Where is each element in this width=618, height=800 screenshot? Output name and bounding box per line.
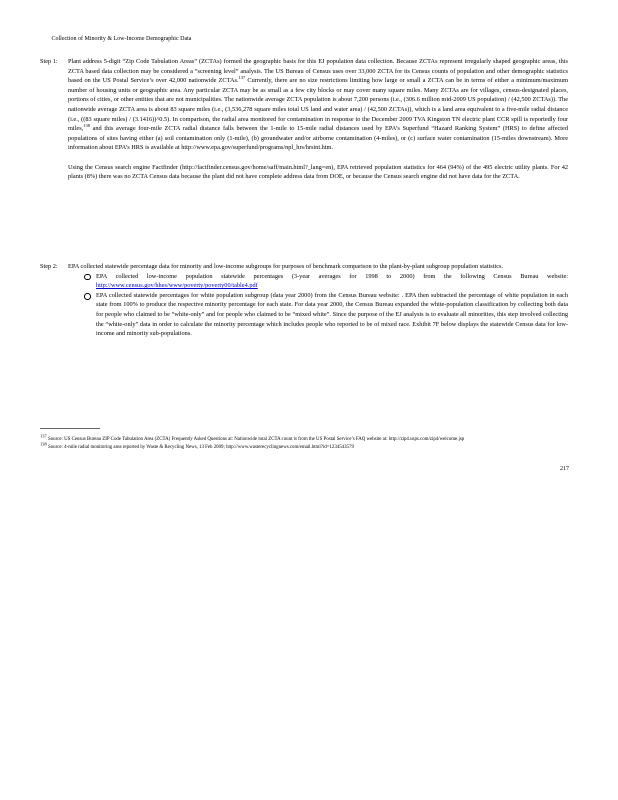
census-poverty-link[interactable]: http://www.census.gov/hhes/www/poverty/poverty00/table4.pdf xyxy=(96,282,258,290)
page-number: 217 xyxy=(560,466,569,472)
footnote-ref-138[interactable]: 138 xyxy=(83,123,90,129)
step-2-body xyxy=(68,262,568,339)
step-1-paragraph-2: Using the Census search engine Factfinder (http://factfinder.census.gov/home/saff/main.html?_lang=en), EPA retrieved population statistics for 464 (94%) of the 495 electric utility plants. For 42 plants (8%) there was no ZCTA Census data because the plant did not have complete address data from DOE, or because the Census search engine did not have data for the ZCTA. xyxy=(68,163,568,181)
step-1-text-b: Currently, there are no size restrictions limiting how large or small a ZCTA can be in terms of either a minimum/maximum number of housing units or geographic area. Any particular ZCTA may be as small as a few city blocks or may cover many square miles. Many ZCTAs are for villages, census-designated places, portions of cities, or other entities that are not municipalities. The nationwide average ZCTA population is about 7,200 persons (i.e., (306.6 million mid-2009 US population) / (42,500 ZCTAs)). The nationwide average ZCTA area is about 83 square miles (i.e., (3,536,278 square miles total US land and water area) / (42,500 ZCTAs)), which is a land area equivalent to a five-mile radial distance (i.e., ((83 square miles) / (3.1416))^0.5). In comparison, the radial area monitored for contamination in response to the December 2009 TVA Kingston TN electric plant CCR spill is reportedly four miles, xyxy=(68,77,568,133)
list-item-text: EPA collected low-income population statewide percentages (3-year averages for 1998 to 2000) from the following Census Bureau website: xyxy=(96,272,568,280)
list-item-text: EPA collected statewide percentages for white population subgroup (data year 2000) from the Census Bureau website: . EPA then subtracted the percentage of white population in each state from 100% to produce the respective minority percentage for each state. For data year 2000, the Census Bureau expanded the white-population classification by collecting both data for people who claimed to be “white-only” and for people who claimed to be “mixed white”. Since the purpose of the EJ analysis is to evaluate all minorities, this step involved collecting the “white-only” data in order to calculate the minority percentage which includes people who reported to be of mixed race. Exhibit 7F below displays the statewide Census data for low-income and minority sub-populations. xyxy=(96,291,568,338)
list-item-low-income xyxy=(82,272,568,291)
paragraph-gap xyxy=(68,153,568,163)
footnote-separator xyxy=(40,428,100,429)
section-heading: Collection of Minority & Low-Income Demographic Data xyxy=(50,36,192,42)
circle-bullet-icon xyxy=(84,274,91,281)
footnote-138 xyxy=(40,440,565,452)
footnote-137 xyxy=(40,433,565,444)
footnote-text: Source: US Census Bureau ZIP Code Tabulation Area (ZCTA) Frequently Asked Questions at: Nationwide total ZCTA count is from the US Postal Service’s FAQ website at: http://zip4.usps.com/zip4/welcome.jsp xyxy=(46,437,465,442)
footnotes xyxy=(40,433,565,451)
footnote-number: 138 xyxy=(40,440,47,446)
step-2-label: Step 2: xyxy=(40,263,58,270)
footnote-ref-137[interactable]: 137 xyxy=(238,75,246,81)
step-1-body xyxy=(68,57,568,182)
step-1-paragraph-1 xyxy=(68,57,568,153)
circle-bullet-icon xyxy=(84,293,91,300)
list-item-minority xyxy=(82,291,568,339)
footnote-number: 137 xyxy=(40,433,47,439)
step-1-text-c: and this average four-mile ZCTA radial distance falls between the 1-mile to 15-mile radial distances used by EPA’s Superfund “Hazard Ranking System” (HRS) to define affected populations of sites having either (a) soil contamination only (1-mile), (b) groundwater and/or airborne contamination (4-miles), or (c) surface water contamination (15-miles downstream). More information about EPA’s HRS is available at http://www.epa.gov/superfund/programs/npl_hrs/hrsint.htm. xyxy=(68,125,568,152)
step-1-text-a: Plant address 5-digit “Zip Code Tabulation Areas” (ZCTAs) formed the geographic basis for this EJ population data collection. Because ZCTAs represent irregularly shaped geographic areas, this ZCTA based data collection may be considered a “screening level” analysis. The US Bureau of Census uses over 33,000 ZCTA for its Census counts of population and other demographic statistics based on the US Postal Service’s over 42,000 nationwide ZCTAs. xyxy=(68,58,568,85)
footnote-text: Source: 4-mile radial monitoring area reported by Waste & Recycling News, 13 Feb 2009; http://www.wasterecyclingnews.com/email.html?id=1234543579 xyxy=(46,444,354,450)
step-2-sub-list xyxy=(82,272,568,339)
step-1-label: Step 1: xyxy=(40,58,58,65)
step-2-intro: EPA collected statewide percentage data for minority and low-income subgroups for purposes of benchmark comparison to the plant-by-plant subgroup population statistics. xyxy=(68,263,504,270)
